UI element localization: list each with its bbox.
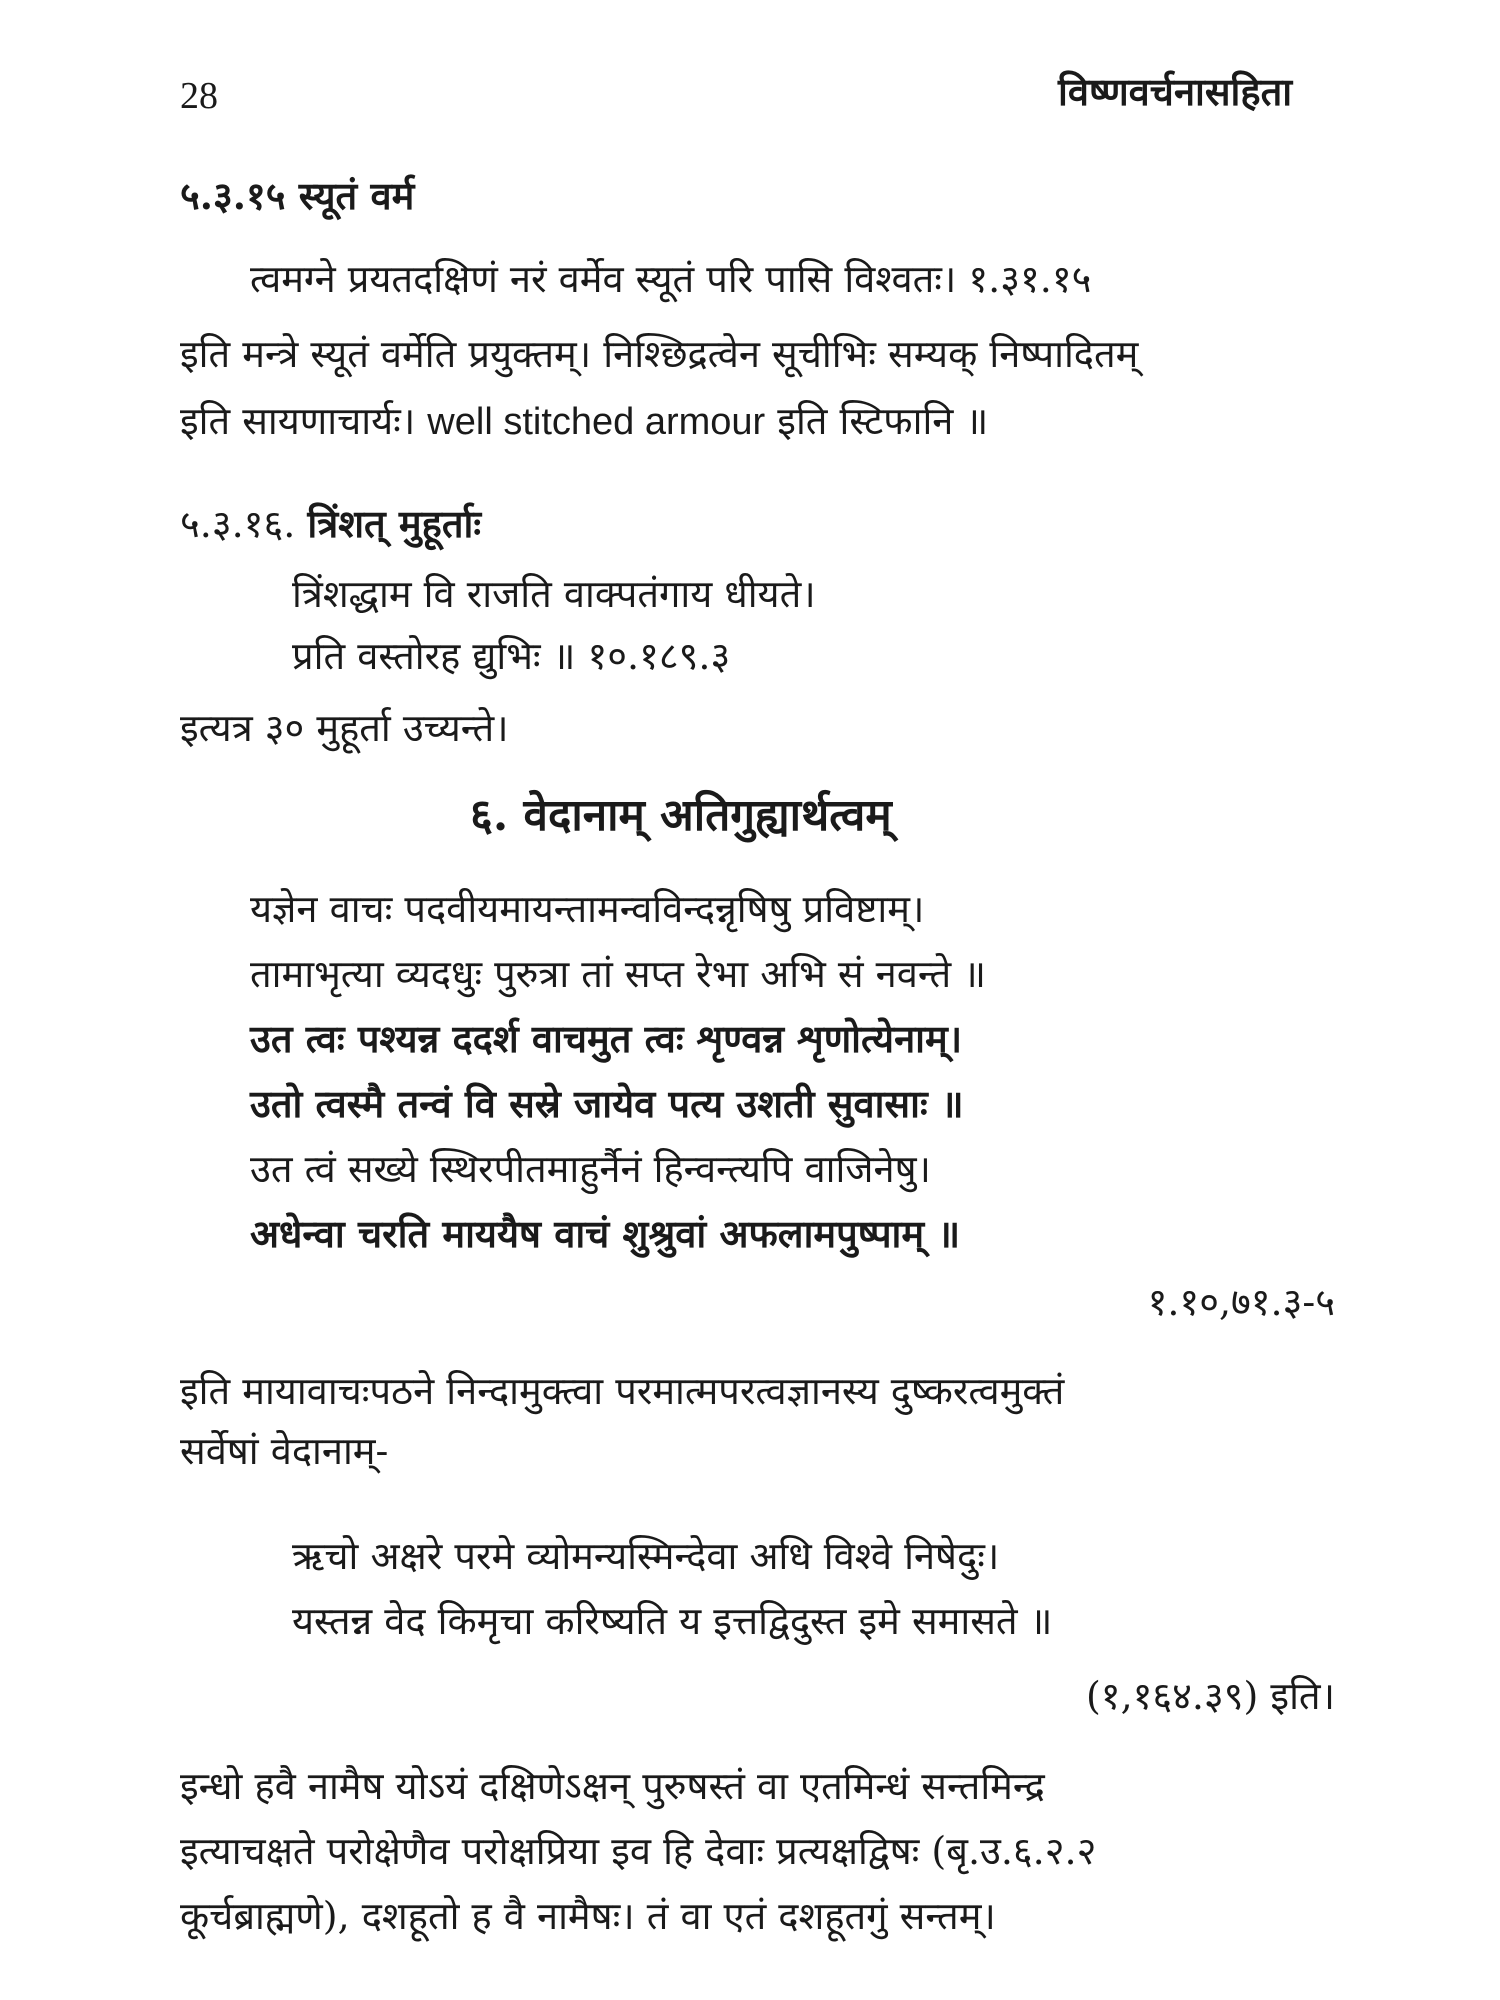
running-title: विष्णवर्चनासहिता [1058,69,1293,114]
paragraph-line: इत्याचक्षते परोक्षेणैव परोक्षप्रिया इव हि देवाः प्रत्यक्षद्विषः (बृ.उ.६.२.२ [180,1829,1097,1873]
section-heading-text: त्रिंशत् मुहूर्ताः [307,501,482,546]
paragraph-line: इत्यत्र ३० मुहूर्ता उच्यन्ते। [180,706,509,750]
section-title-6: ६. वेदानाम् अतिगुह्यार्थत्वम् [470,790,892,841]
verse-reference: १.१०,७१.३-५ [1147,1280,1335,1324]
paragraph-line: इति मायावाचःपठने निन्दामुक्त्वा परमात्मपरत्वज्ञानस्य दुष्करत्वमुक्तं [180,1369,1065,1413]
verse-line: प्रति वस्तोरह द्युभिः ॥ १०.१८९.३ [292,634,731,678]
verse-line: यज्ञेन वाचः पदवीयमायन्तामन्वविन्दन्नृषिषु प्रविष्टाम्। [250,887,925,931]
verse-line: तामाभृत्या व्यदधुः पुरुत्रा तां सप्त रेभा अभि सं नवन्ते ॥ [250,952,987,996]
paragraph-line [180,395,988,448]
verse-line: ऋचो अक्षरे परमे व्योमन्यस्मिन्देवा अधि विश्वे निषेदुः। [292,1534,1000,1578]
verse-line: यस्तन्न वेद किमृचा करिष्यति य इत्तद्विदुस्त इमे समासते ॥ [292,1599,1053,1643]
english-gloss: well stitched armour [427,401,766,443]
paragraph-line: सर्वेषां वेदानाम्- [180,1429,389,1473]
verse-line: उतो त्वस्मै तन्वं वि सस्रे जायेव पत्य उशती सुवासाः ॥ [250,1081,964,1126]
section-heading-5-3-15: ५.३.१५ स्यूतं वर्म [180,173,415,218]
section-heading-5-3-16 [180,498,481,550]
paragraph-line: कूर्चब्राह्मणे), दशहूतो ह वै नामैषः। तं वा एतं दशहूतगुं सन्तम्। [180,1894,996,1938]
verse-line: त्रिंशद्धाम वि राजति वाक्पतंगाय धीयते। [292,572,816,616]
paragraph-line: इन्धो हवै नामैष योऽयं दक्षिणेऽक्षन् पुरुषस्तं वा एतमिन्धं सन्तमिन्द्र [180,1764,1045,1808]
verse-line: उत त्वं सख्ये स्थिरपीतमाहुर्नैनं हिन्वन्त्यपि वाजिनेषु। [250,1147,931,1191]
page-number: 28 [180,75,218,117]
section-number: ५.३.१६. [180,502,296,546]
paragraph-line: इति मन्त्रे स्यूतं वर्मेति प्रयुक्तम्। निश्छिद्रत्वेन सूचीभिः सम्यक् निष्पादितम् [180,332,1139,376]
verse-line: उत त्वः पश्यन्न ददर्श वाचमुत त्वः शृण्वन्न शृणोत्येनाम्। [250,1016,963,1061]
verse-5-3-15: त्वमग्ने प्रयतदक्षिणं नरं वर्मेव स्यूतं परि पासि विश्वतः। १.३१.१५ [250,257,1092,301]
verse-line: अधेन्वा चरति माययैष वाचं शुश्रुवां अफलामपुष्पाम् ॥ [250,1211,961,1256]
verse-reference: (१,१६४.३९) इति। [1085,1674,1335,1718]
stephanie-citation: इति स्टिफानि ॥ [765,399,989,443]
sayana-citation: इति सायणाचार्यः। [180,399,428,443]
